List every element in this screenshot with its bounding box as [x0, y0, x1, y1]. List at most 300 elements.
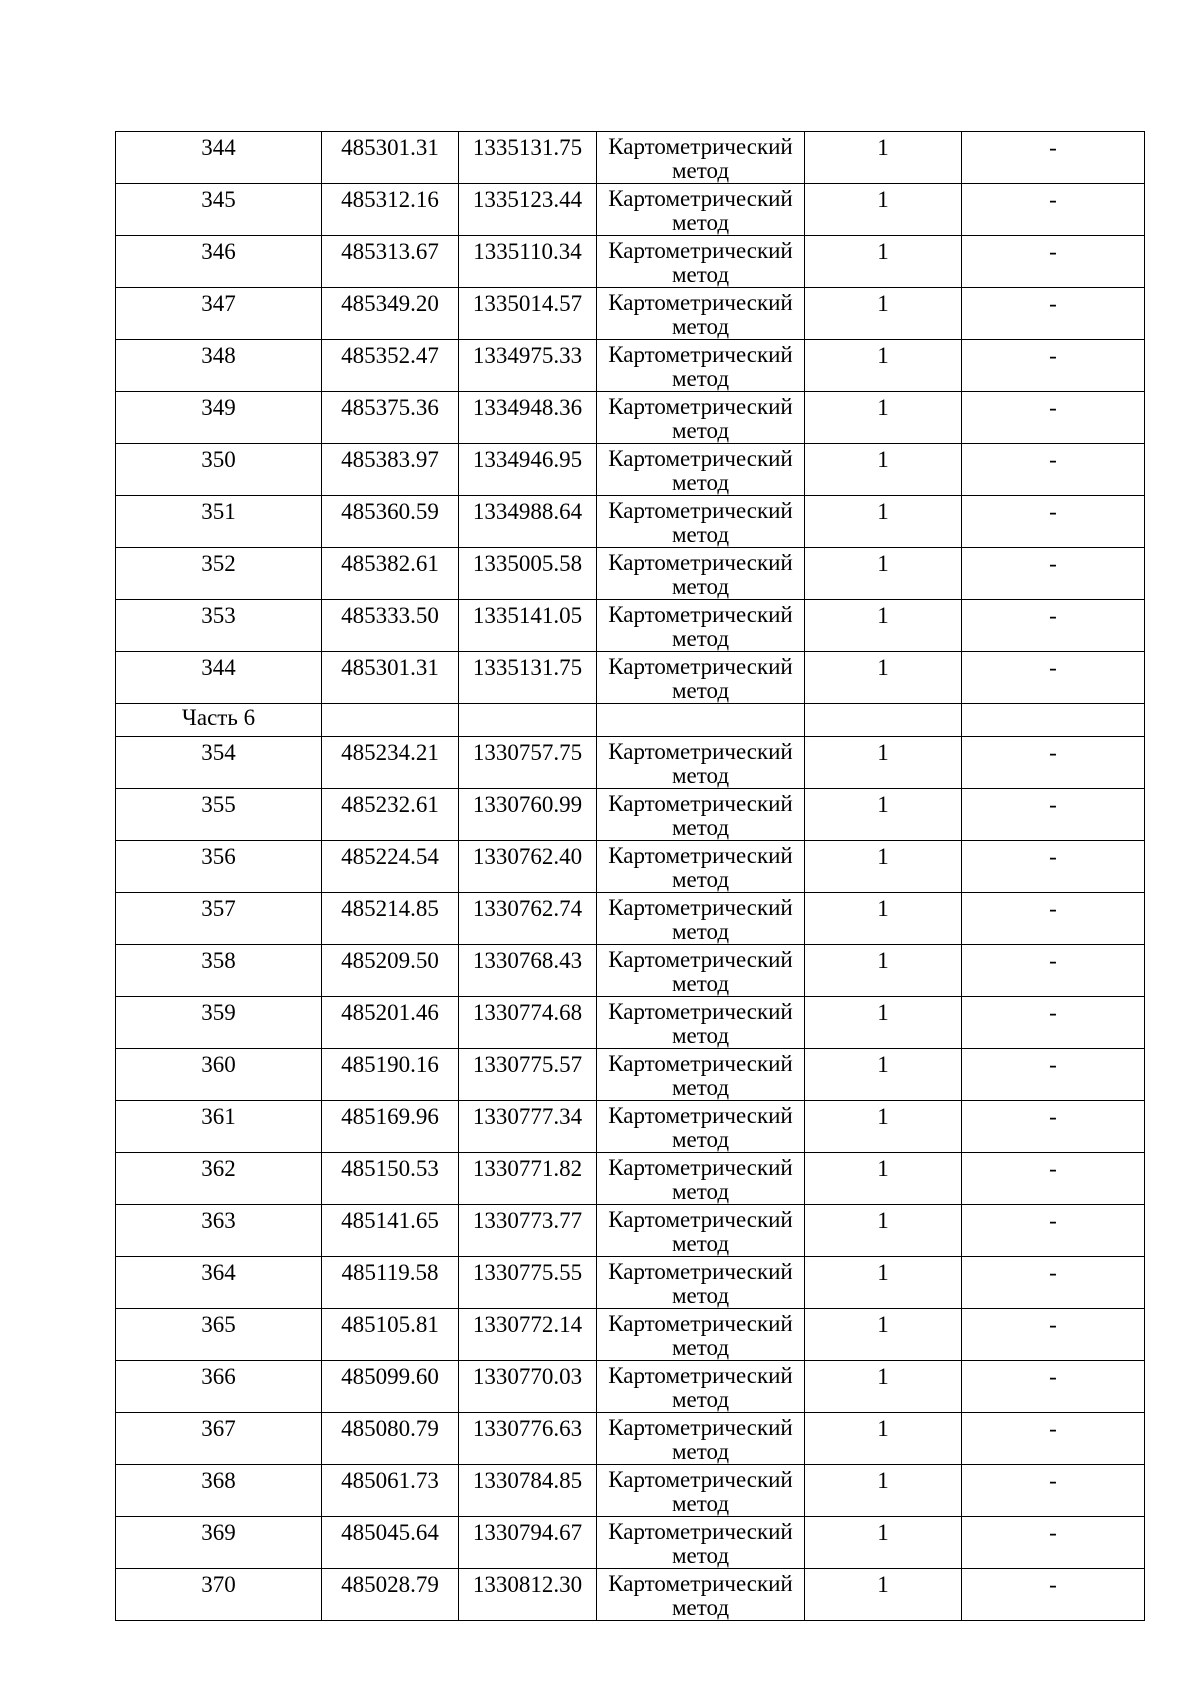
y-coordinate-cell: [459, 132, 597, 184]
method-value: Картометрический метод: [608, 1363, 793, 1412]
x-coordinate-cell: [322, 496, 459, 548]
accuracy-value: 1: [877, 740, 889, 765]
description-value: -: [1049, 1260, 1057, 1285]
accuracy-cell: [805, 789, 962, 841]
x-coordinate-value: 485119.58: [341, 1260, 439, 1285]
method-value: Картометрический метод: [608, 739, 793, 788]
point-number-cell: [116, 1101, 322, 1153]
description-value: -: [1049, 948, 1057, 973]
point-number-value: 357: [201, 896, 236, 921]
accuracy-value: 1: [877, 1260, 889, 1285]
x-coordinate-cell: [322, 1569, 459, 1621]
point-number-cell: [116, 548, 322, 600]
accuracy-value: 1: [877, 603, 889, 628]
x-coordinate-value: 485190.16: [341, 1052, 439, 1077]
x-coordinate-cell: [322, 1517, 459, 1569]
y-coordinate-cell: [459, 548, 597, 600]
method-cell: [597, 1153, 805, 1205]
accuracy-cell: [805, 236, 962, 288]
y-coordinate-cell: [459, 1517, 597, 1569]
table-row: [116, 600, 1145, 652]
point-number-value: 353: [201, 603, 236, 628]
method-value: Картометрический метод: [608, 498, 793, 547]
point-number-cell: [116, 340, 322, 392]
y-coordinate-value: 1330757.75: [472, 740, 583, 765]
table-row: [116, 340, 1145, 392]
point-number-value: 344: [201, 135, 236, 160]
y-coordinate-value: 1330812.30: [472, 1572, 583, 1597]
method-cell: [597, 600, 805, 652]
accuracy-value: 1: [877, 551, 889, 576]
y-coordinate-value: 1330770.03: [472, 1364, 583, 1389]
method-cell: [597, 184, 805, 236]
description-cell: [962, 945, 1145, 997]
accuracy-cell: [805, 600, 962, 652]
point-number-value: 356: [201, 844, 236, 869]
description-value: -: [1049, 551, 1057, 576]
point-number-cell: [116, 1257, 322, 1309]
x-coordinate-cell: [322, 444, 459, 496]
x-coordinate-value: 485028.79: [341, 1572, 439, 1597]
y-coordinate-cell: [459, 288, 597, 340]
y-coordinate-value: 1330794.67: [472, 1520, 583, 1545]
description-cell: [962, 997, 1145, 1049]
y-coordinate-cell: [459, 340, 597, 392]
accuracy-cell: [805, 132, 962, 184]
point-number-value: 347: [201, 291, 236, 316]
y-coordinate-cell: [459, 1361, 597, 1413]
method-cell: [597, 737, 805, 789]
table-row: [116, 1465, 1145, 1517]
table-row: [116, 1153, 1145, 1205]
y-coordinate-value: 1330762.74: [472, 896, 583, 921]
method-cell: [597, 893, 805, 945]
y-coordinate-value: 1330768.43: [472, 948, 583, 973]
point-number-value: 359: [201, 1000, 236, 1025]
description-cell: [962, 1257, 1145, 1309]
method-value: Картометрический метод: [608, 1571, 793, 1620]
point-number-value: 352: [201, 551, 236, 576]
method-value: Картометрический метод: [608, 1311, 793, 1360]
y-coordinate-cell: [459, 1309, 597, 1361]
x-coordinate-value: 485224.54: [341, 844, 439, 869]
description-cell: [962, 288, 1145, 340]
y-coordinate-value: 1330773.77: [472, 1208, 583, 1233]
section-header-row: [116, 704, 1145, 737]
x-coordinate-cell: [322, 132, 459, 184]
method-value: Картометрический метод: [608, 1155, 793, 1204]
y-coordinate-cell: [459, 184, 597, 236]
description-cell: [962, 236, 1145, 288]
x-coordinate-cell: [322, 841, 459, 893]
accuracy-cell: [805, 392, 962, 444]
empty-cell: [962, 704, 1145, 737]
y-coordinate-cell: [459, 789, 597, 841]
x-coordinate-value: 485349.20: [341, 291, 439, 316]
y-coordinate-value: 1330775.55: [472, 1260, 583, 1285]
y-coordinate-value: 1335123.44: [472, 187, 583, 212]
description-value: -: [1049, 792, 1057, 817]
point-number-cell: [116, 184, 322, 236]
x-coordinate-cell: [322, 1413, 459, 1465]
description-value: -: [1049, 1520, 1057, 1545]
accuracy-value: 1: [877, 896, 889, 921]
x-coordinate-cell: [322, 893, 459, 945]
y-coordinate-cell: [459, 600, 597, 652]
accuracy-value: 1: [877, 1312, 889, 1337]
table-row: [116, 1361, 1145, 1413]
method-cell: [597, 288, 805, 340]
accuracy-value: 1: [877, 1208, 889, 1233]
accuracy-cell: [805, 893, 962, 945]
x-coordinate-value: 485333.50: [341, 603, 439, 628]
accuracy-cell: [805, 1101, 962, 1153]
y-coordinate-cell: [459, 1049, 597, 1101]
accuracy-value: 1: [877, 1572, 889, 1597]
x-coordinate-value: 485234.21: [341, 740, 439, 765]
description-value: -: [1049, 499, 1057, 524]
point-number-value: 360: [201, 1052, 236, 1077]
y-coordinate-value: 1330784.85: [472, 1468, 583, 1493]
description-value: -: [1049, 187, 1057, 212]
point-number-value: 358: [201, 948, 236, 973]
description-cell: [962, 1153, 1145, 1205]
y-coordinate-value: 1335005.58: [472, 551, 583, 576]
x-coordinate-value: 485099.60: [341, 1364, 439, 1389]
y-coordinate-value: 1330777.34: [472, 1104, 583, 1129]
x-coordinate-cell: [322, 1309, 459, 1361]
method-cell: [597, 789, 805, 841]
method-cell: [597, 548, 805, 600]
table-row: [116, 1413, 1145, 1465]
table-row: [116, 1049, 1145, 1101]
y-coordinate-value: 1330760.99: [472, 792, 583, 817]
description-value: -: [1049, 239, 1057, 264]
method-cell: [597, 652, 805, 704]
x-coordinate-cell: [322, 1205, 459, 1257]
method-cell: [597, 1413, 805, 1465]
accuracy-cell: [805, 841, 962, 893]
accuracy-cell: [805, 288, 962, 340]
method-value: Картометрический метод: [608, 446, 793, 495]
x-coordinate-cell: [322, 340, 459, 392]
y-coordinate-value: 1335131.75: [472, 655, 583, 680]
point-number-cell: [116, 1517, 322, 1569]
table-row: [116, 392, 1145, 444]
accuracy-cell: [805, 548, 962, 600]
description-value: -: [1049, 1104, 1057, 1129]
method-cell: [597, 1309, 805, 1361]
point-number-cell: [116, 652, 322, 704]
accuracy-value: 1: [877, 1364, 889, 1389]
method-cell: [597, 1569, 805, 1621]
accuracy-value: 1: [877, 499, 889, 524]
point-number-value: 367: [201, 1416, 236, 1441]
point-number-cell: [116, 444, 322, 496]
description-value: -: [1049, 1000, 1057, 1025]
y-coordinate-value: 1334948.36: [472, 395, 583, 420]
description-cell: [962, 392, 1145, 444]
point-number-cell: [116, 288, 322, 340]
description-value: -: [1049, 343, 1057, 368]
accuracy-value: 1: [877, 187, 889, 212]
x-coordinate-cell: [322, 1153, 459, 1205]
table-row: [116, 997, 1145, 1049]
description-cell: [962, 737, 1145, 789]
point-number-cell: [116, 841, 322, 893]
method-value: Картометрический метод: [608, 550, 793, 599]
description-value: -: [1049, 135, 1057, 160]
method-value: Картометрический метод: [608, 1467, 793, 1516]
x-coordinate-cell: [322, 1049, 459, 1101]
method-cell: [597, 1517, 805, 1569]
y-coordinate-cell: [459, 236, 597, 288]
accuracy-value: 1: [877, 655, 889, 680]
y-coordinate-cell: [459, 945, 597, 997]
y-coordinate-cell: [459, 1465, 597, 1517]
x-coordinate-cell: [322, 789, 459, 841]
point-number-value: 362: [201, 1156, 236, 1181]
accuracy-cell: [805, 444, 962, 496]
description-value: -: [1049, 1208, 1057, 1233]
accuracy-cell: [805, 496, 962, 548]
accuracy-value: 1: [877, 343, 889, 368]
point-number-value: 349: [201, 395, 236, 420]
description-value: -: [1049, 1052, 1057, 1077]
method-value: Картометрический метод: [608, 290, 793, 339]
y-coordinate-cell: [459, 444, 597, 496]
point-number-value: 354: [201, 740, 236, 765]
accuracy-cell: [805, 1465, 962, 1517]
accuracy-cell: [805, 1569, 962, 1621]
y-coordinate-value: 1330775.57: [472, 1052, 583, 1077]
x-coordinate-value: 485141.65: [341, 1208, 439, 1233]
x-coordinate-value: 485169.96: [341, 1104, 439, 1129]
description-cell: [962, 1361, 1145, 1413]
y-coordinate-cell: [459, 1569, 597, 1621]
point-number-cell: [116, 132, 322, 184]
method-cell: [597, 1465, 805, 1517]
x-coordinate-value: 485045.64: [341, 1520, 439, 1545]
point-number-cell: [116, 600, 322, 652]
method-cell: [597, 236, 805, 288]
accuracy-value: 1: [877, 792, 889, 817]
accuracy-cell: [805, 1205, 962, 1257]
method-value: Картометрический метод: [608, 791, 793, 840]
point-number-value: 366: [201, 1364, 236, 1389]
point-number-cell: [116, 789, 322, 841]
point-number-cell: [116, 893, 322, 945]
accuracy-value: 1: [877, 447, 889, 472]
x-coordinate-value: 485301.31: [341, 655, 439, 680]
point-number-cell: [116, 1361, 322, 1413]
description-cell: [962, 1465, 1145, 1517]
accuracy-cell: [805, 1361, 962, 1413]
method-value: Картометрический метод: [608, 843, 793, 892]
point-number-cell: [116, 1465, 322, 1517]
y-coordinate-cell: [459, 893, 597, 945]
method-value: Картометрический метод: [608, 238, 793, 287]
method-value: Картометрический метод: [608, 1519, 793, 1568]
x-coordinate-cell: [322, 1101, 459, 1153]
y-coordinate-cell: [459, 392, 597, 444]
x-coordinate-cell: [322, 1465, 459, 1517]
accuracy-value: 1: [877, 1468, 889, 1493]
accuracy-value: 1: [877, 948, 889, 973]
table-row: [116, 652, 1145, 704]
x-coordinate-cell: [322, 236, 459, 288]
table-row: [116, 496, 1145, 548]
x-coordinate-value: 485301.31: [341, 135, 439, 160]
table-row: [116, 288, 1145, 340]
method-value: Картометрический метод: [608, 1207, 793, 1256]
x-coordinate-value: 485383.97: [341, 447, 439, 472]
point-number-cell: [116, 1049, 322, 1101]
description-value: -: [1049, 896, 1057, 921]
accuracy-value: 1: [877, 1104, 889, 1129]
description-value: -: [1049, 395, 1057, 420]
y-coordinate-value: 1330776.63: [472, 1416, 583, 1441]
point-number-value: 370: [201, 1572, 236, 1597]
table-row: [116, 1309, 1145, 1361]
description-cell: [962, 1049, 1145, 1101]
description-cell: [962, 132, 1145, 184]
x-coordinate-cell: [322, 945, 459, 997]
point-number-cell: [116, 945, 322, 997]
x-coordinate-value: 485360.59: [341, 499, 439, 524]
point-number-cell: [116, 1569, 322, 1621]
x-coordinate-value: 485080.79: [341, 1416, 439, 1441]
y-coordinate-cell: [459, 997, 597, 1049]
method-value: Картометрический метод: [608, 999, 793, 1048]
description-cell: [962, 184, 1145, 236]
y-coordinate-value: 1335131.75: [472, 135, 583, 160]
x-coordinate-cell: [322, 548, 459, 600]
method-cell: [597, 1257, 805, 1309]
accuracy-value: 1: [877, 239, 889, 264]
method-value: Картометрический метод: [608, 602, 793, 651]
empty-cell: [459, 704, 597, 737]
x-coordinate-cell: [322, 184, 459, 236]
method-cell: [597, 1049, 805, 1101]
y-coordinate-value: 1335110.34: [473, 239, 582, 264]
method-cell: [597, 945, 805, 997]
table-row: [116, 945, 1145, 997]
table-row: [116, 1517, 1145, 1569]
x-coordinate-value: 485214.85: [341, 896, 439, 921]
description-value: -: [1049, 1468, 1057, 1493]
point-number-value: 368: [201, 1468, 236, 1493]
description-cell: [962, 444, 1145, 496]
y-coordinate-cell: [459, 1205, 597, 1257]
accuracy-cell: [805, 737, 962, 789]
table-row: [116, 1569, 1145, 1621]
description-value: -: [1049, 1156, 1057, 1181]
x-coordinate-cell: [322, 737, 459, 789]
method-cell: [597, 1361, 805, 1413]
empty-cell: [597, 704, 805, 737]
description-cell: [962, 1569, 1145, 1621]
x-coordinate-value: 485105.81: [341, 1312, 439, 1337]
point-number-cell: [116, 1309, 322, 1361]
point-number-value: 350: [201, 447, 236, 472]
x-coordinate-cell: [322, 288, 459, 340]
description-cell: [962, 789, 1145, 841]
x-coordinate-cell: [322, 600, 459, 652]
x-coordinate-cell: [322, 997, 459, 1049]
description-cell: [962, 893, 1145, 945]
accuracy-cell: [805, 1257, 962, 1309]
method-cell: [597, 1101, 805, 1153]
description-value: -: [1049, 1364, 1057, 1389]
method-value: Картометрический метод: [608, 1103, 793, 1152]
x-coordinate-cell: [322, 392, 459, 444]
accuracy-value: 1: [877, 1156, 889, 1181]
method-value: Картометрический метод: [608, 342, 793, 391]
accuracy-cell: [805, 997, 962, 1049]
x-coordinate-value: 485232.61: [341, 792, 439, 817]
description-value: -: [1049, 1312, 1057, 1337]
x-coordinate-value: 485375.36: [341, 395, 439, 420]
method-value: Картометрический метод: [608, 1259, 793, 1308]
point-number-value: 344: [201, 655, 236, 680]
accuracy-cell: [805, 1153, 962, 1205]
description-value: -: [1049, 603, 1057, 628]
method-cell: [597, 392, 805, 444]
point-number-value: 348: [201, 343, 236, 368]
point-number-cell: [116, 392, 322, 444]
x-coordinate-value: 485061.73: [341, 1468, 439, 1493]
accuracy-cell: [805, 1413, 962, 1465]
table-row: [116, 841, 1145, 893]
table-row: [116, 1101, 1145, 1153]
coordinates-table: [115, 131, 1145, 1621]
description-value: -: [1049, 740, 1057, 765]
accuracy-value: 1: [877, 1520, 889, 1545]
description-value: -: [1049, 1416, 1057, 1441]
accuracy-value: 1: [877, 135, 889, 160]
method-value: Картометрический метод: [608, 947, 793, 996]
point-number-value: 361: [201, 1104, 236, 1129]
table-row: [116, 893, 1145, 945]
table-row: [116, 1257, 1145, 1309]
point-number-cell: [116, 1153, 322, 1205]
method-value: Картометрический метод: [608, 895, 793, 944]
accuracy-value: 1: [877, 291, 889, 316]
point-number-value: 363: [201, 1208, 236, 1233]
description-cell: [962, 496, 1145, 548]
accuracy-cell: [805, 184, 962, 236]
description-value: -: [1049, 447, 1057, 472]
description-value: -: [1049, 1572, 1057, 1597]
method-cell: [597, 1205, 805, 1257]
y-coordinate-cell: [459, 1257, 597, 1309]
section-label-cell: [116, 704, 322, 737]
section-label: Часть 6: [181, 705, 256, 730]
point-number-cell: [116, 737, 322, 789]
y-coordinate-value: 1334988.64: [472, 499, 583, 524]
y-coordinate-value: 1335014.57: [472, 291, 583, 316]
table-row: [116, 737, 1145, 789]
method-value: Картометрический метод: [608, 186, 793, 235]
accuracy-cell: [805, 945, 962, 997]
description-cell: [962, 340, 1145, 392]
accuracy-value: 1: [877, 844, 889, 869]
x-coordinate-value: 485201.46: [341, 1000, 439, 1025]
y-coordinate-cell: [459, 737, 597, 789]
y-coordinate-value: 1334975.33: [472, 343, 583, 368]
x-coordinate-value: 485382.61: [341, 551, 439, 576]
